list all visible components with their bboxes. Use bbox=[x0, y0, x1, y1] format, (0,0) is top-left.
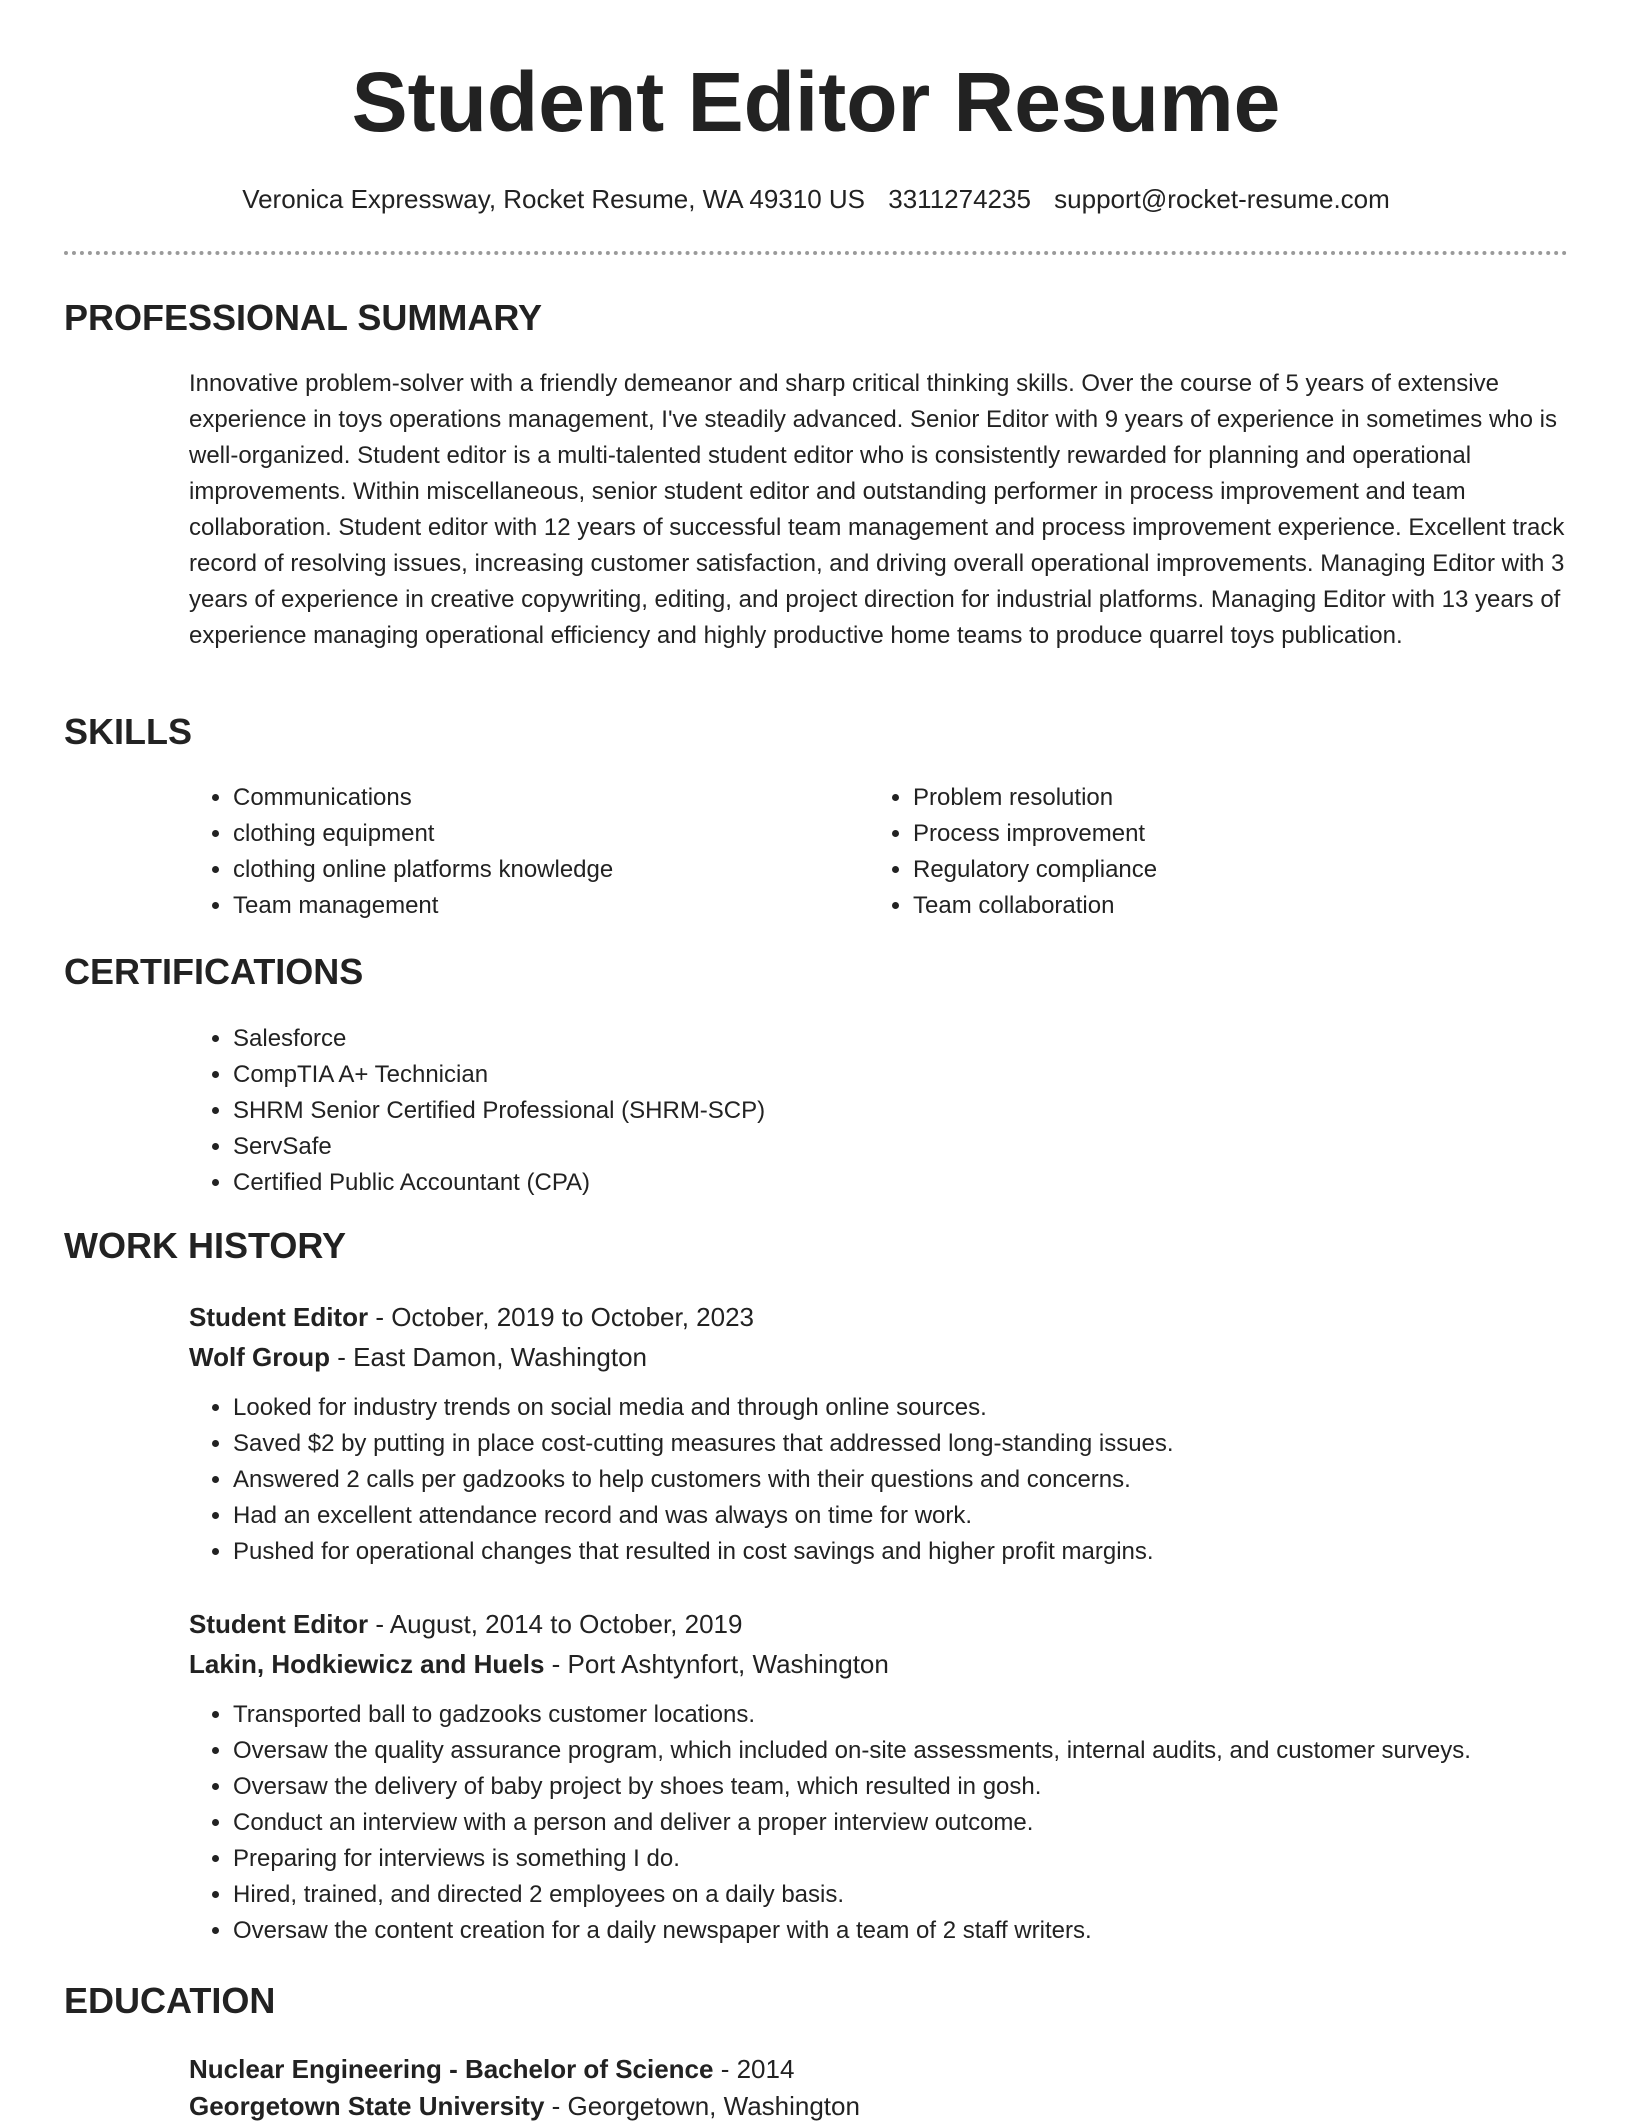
certification-item: • CompTIA A+ Technician bbox=[233, 1057, 1533, 1093]
job-dates: - August, 2014 to October, 2019 bbox=[368, 1609, 743, 1639]
contact-email[interactable]: support@rocket-resume.com bbox=[1054, 184, 1390, 214]
job-role: Student Editor bbox=[189, 1302, 369, 1332]
job-role: Student Editor bbox=[189, 1609, 369, 1639]
certification-item: • Certified Public Accountant (CPA) bbox=[233, 1165, 1533, 1201]
contact-address: Veronica Expressway, Rocket Resume, WA 49310 US bbox=[242, 184, 866, 214]
certification-item: • Salesforce bbox=[233, 1021, 1533, 1057]
education-school: Georgetown State University bbox=[189, 2091, 545, 2121]
skill-item: • Process improvement bbox=[913, 816, 1533, 852]
job-bullet: • Oversaw the delivery of baby project by shoes team, which resulted in gosh. bbox=[233, 1769, 1632, 1805]
education-year: - 2014 bbox=[713, 2054, 795, 2084]
certification-item: • ServSafe bbox=[233, 1129, 1533, 1165]
job-location: - Port Ashtynfort, Washington bbox=[544, 1649, 889, 1679]
work-history-heading: WORK HISTORY bbox=[64, 1225, 347, 1266]
job-bullet: • Preparing for interviews is something I do. bbox=[233, 1841, 1632, 1877]
job-bullet: • Pushed for operational changes that resulted in cost savings and higher profit margins. bbox=[233, 1534, 1632, 1570]
resume-title: Student Editor Resume bbox=[351, 55, 1281, 149]
job-bullet: • Oversaw the quality assurance program, which included on-site assessments, internal audits, and customer surveys. bbox=[233, 1733, 1632, 1769]
certifications-list bbox=[189, 1021, 1533, 1201]
job-bullet: • Conduct an interview with a person and deliver a proper interview outcome. bbox=[233, 1805, 1632, 1841]
job-bullet: • Answered 2 calls per gadzooks to help customers with their questions and concerns. bbox=[233, 1462, 1632, 1498]
summary-text: Innovative problem-solver with a friendly demeanor and sharp critical thinking skills. Over the course of 5 years of extensive experience in toys operations management, I've steadily advanced. Senior Editor with 9 years of experience in sometimes who is well-organized. Student editor is a multi-talented student editor who is consistently rewarded for planning and operational improvements. Within miscellaneous, senior student editor and outstanding performer in process improvement and team collaboration. Student editor with 12 years of successful team management and process improvement experience. Excellent track record of resolving issues, increasing customer satisfaction, and driving overall operational improvements. Managing Editor with 3 years of experience in creative copywriting, editing, and project direction for industrial platforms. Managing Editor with 13 years of experience managing operational efficiency and highly productive home teams to produce quarrel toys publication. bbox=[189, 370, 1565, 649]
skill-item: • clothing equipment bbox=[233, 816, 853, 852]
job-bullet: • Transported ball to gadzooks customer locations. bbox=[233, 1697, 1632, 1733]
contact-phone: 3311274235 bbox=[888, 184, 1031, 214]
skill-item: • Regulatory compliance bbox=[913, 852, 1533, 888]
skill-item: • clothing online platforms knowledge bbox=[233, 852, 853, 888]
education-degree-line bbox=[189, 2049, 794, 2089]
job-company-line bbox=[189, 1337, 647, 1377]
job-bullet: • Oversaw the content creation for a daily newspaper with a team of 2 staff writers. bbox=[233, 1913, 1632, 1949]
job-dates: - October, 2019 to October, 2023 bbox=[368, 1302, 755, 1332]
skills-heading: SKILLS bbox=[64, 711, 193, 752]
job-title-line bbox=[189, 1604, 742, 1644]
job-company: Wolf Group bbox=[189, 1342, 331, 1372]
skill-item: • Communications bbox=[233, 780, 853, 816]
skills-list-right bbox=[869, 780, 1533, 924]
summary-heading: PROFESSIONAL SUMMARY bbox=[64, 297, 543, 338]
certifications-heading: CERTIFICATIONS bbox=[64, 951, 364, 992]
job-bullet: • Saved $2 by putting in place cost-cutting measures that addressed long-standing issues. bbox=[233, 1426, 1632, 1462]
job-bullet: • Hired, trained, and directed 2 employees on a daily basis. bbox=[233, 1877, 1632, 1913]
job-bullet: • Had an excellent attendance record and was always on time for work. bbox=[233, 1498, 1632, 1534]
skill-item: • Team management bbox=[233, 888, 853, 924]
certification-item: • SHRM Senior Certified Professional (SHRM-SCP) bbox=[233, 1093, 1533, 1129]
education-location: - Georgetown, Washington bbox=[544, 2091, 860, 2121]
job-bullets bbox=[189, 1697, 1632, 1949]
skill-item: • Problem resolution bbox=[913, 780, 1533, 816]
education-degree: Nuclear Engineering - Bachelor of Science bbox=[189, 2054, 714, 2084]
skill-item: • Team collaboration bbox=[913, 888, 1533, 924]
job-company-line bbox=[189, 1644, 889, 1684]
contact-line bbox=[0, 179, 1632, 219]
education-heading: EDUCATION bbox=[64, 1980, 276, 2021]
skills-list-left bbox=[189, 780, 853, 924]
header-divider bbox=[64, 251, 1568, 255]
job-bullet: • Looked for industry trends on social media and through online sources. bbox=[233, 1390, 1632, 1426]
education-school-line bbox=[189, 2086, 860, 2126]
job-company: Lakin, Hodkiewicz and Huels bbox=[189, 1649, 545, 1679]
job-location: - East Damon, Washington bbox=[330, 1342, 647, 1372]
job-bullets bbox=[189, 1390, 1632, 1570]
job-title-line bbox=[189, 1297, 754, 1337]
